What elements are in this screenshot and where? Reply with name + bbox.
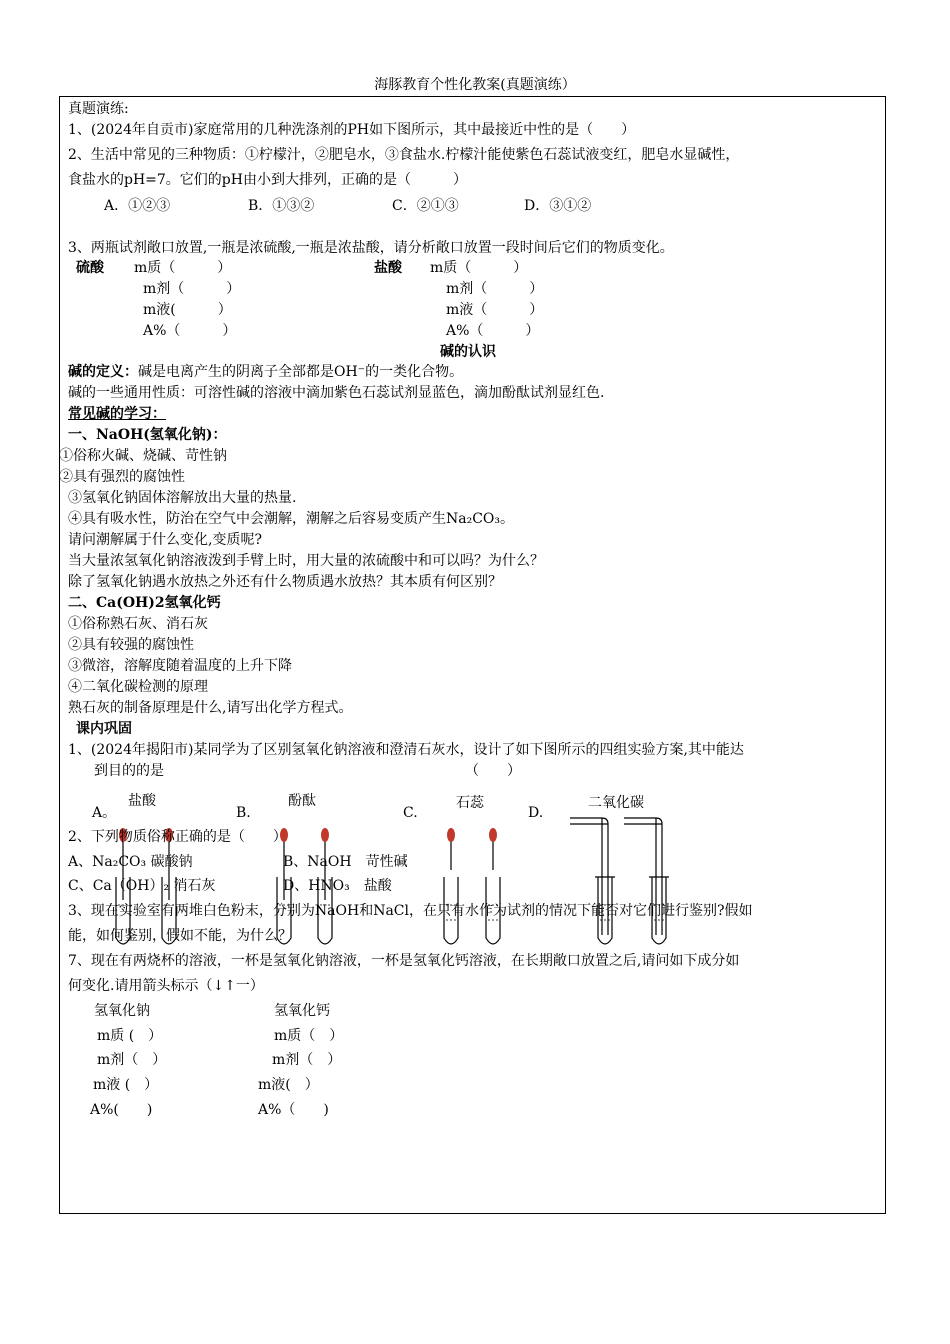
naoh-change-3: m液 ( ） [93,1077,159,1093]
naoh-item-3: ③氢氧化钠固体溶解放出大量的热量. [68,490,297,506]
option-label-b: B. [236,805,251,821]
reagent-litmus: 石蕊 [456,795,484,811]
sulfuric-item-2: m剂（ ） [143,281,241,297]
caoh-change-4: A%（ ) [258,1102,329,1118]
naoh-item-1: ①俗称火碱、烧碱、苛性钠 [59,448,227,464]
reagent-phenolphthalein: 酚酞 [288,793,316,809]
exercise-1-line2: 到目的的是 （ ） [94,763,521,779]
column-heading-caoh: 氢氧化钙 [274,1003,330,1019]
caoh-change-3: m液( ） [258,1077,319,1093]
exercise-2-option-d: D、HNO₃ 盐酸 [283,878,392,894]
sulfuric-item-3: m液( ） [143,302,232,318]
exercise-1-line1: 1、(2024年揭阳市)某同学为了区别氢氧化钠溶液和澄清石灰水，设计了如下图所示的四组实验方案,其中能达 [68,742,744,758]
option-d: D．③①② [524,198,592,214]
sulfuric-item-1: m质（ ） [134,260,232,276]
naoh-question-1: 请问潮解属于什么变化,变质呢? [68,532,262,548]
exercise-2-option-a: A、Na₂CO₃ 碳酸钠 [68,854,193,870]
section-heading-practice: 真题演练: [68,101,129,117]
option-label-d: D. [528,805,544,821]
acid-label-sulfuric: 硫酸 [76,260,104,276]
exercise-7-line2: 何变化.请用箭头标示（↓↑一） [68,978,264,994]
column-heading-naoh: 氢氧化钠 [94,1003,150,1019]
caoh-item-4: ④二氧化碳检测的原理 [68,679,208,695]
option-label-a: A。 [92,805,117,821]
option-b: B．①③② [248,198,315,214]
exercise-2: 2、下列物质俗称正确的是（ ） [68,829,287,845]
question-1: 1、(2024年自贡市)家庭常用的几种洗涤剂的PH如下图所示，其中最接近中性的是（ ） [68,122,636,138]
caoh-change-2: m剂（ ） [272,1052,342,1068]
section-heading-consolidation: 课内巩固 [76,721,132,737]
acid-label-hydrochloric: 盐酸 [374,260,402,276]
naoh-question-2: 当大量浓氢氧化钠溶液泼到手臂上时，用大量的浓硫酸中和可以吗？为什么？ [68,553,544,569]
caoh-item-3: ③微溶，溶解度随着温度的上升下降 [68,658,292,674]
exercise-7-line1: 7、现在有两烧杯的溶液，一杯是氢氧化钠溶液，一杯是氢氧化钙溶液，在长期敞口放置之后,请问如下成分如 [68,953,740,969]
caoh-question: 熟石灰的制备原理是什么,请写出化学方程式。 [68,700,353,716]
caoh-item-2: ②具有较强的腐蚀性 [68,637,194,653]
exercise-3-line1: 3、现在实验室有两堆白色粉末，分别为NaOH和NaCl，在只有水作为试剂的情况下能否对它们进行鉴别?假如 [68,903,753,919]
reagent-hydrochloric-acid: 盐酸 [128,793,156,809]
hydrochloric-item-4: A%（ ） [446,323,540,339]
naoh-item-2: ②具有强烈的腐蚀性 [59,469,185,485]
general-properties: 碱的一些通用性质：可溶性碱的溶液中滴加紫色石蕊试剂显蓝色，滴加酚酞试剂显红色. [68,385,605,401]
definition-text: 碱是电离产生的阴离子全部都是OH⁻的一类化合物。 [138,364,464,380]
hydrochloric-item-3: m液（ ） [446,302,544,318]
naoh-item-4: ④具有吸水性，防治在空气中会潮解，潮解之后容易变质产生Na₂CO₃。 [68,511,515,527]
question-2-line2: 食盐水的pH=7。它们的pH由小到大排列，正确的是（ ） [68,172,467,188]
exercise-2-option-b: B、NaOH 苛性碱 [283,854,408,870]
option-label-c: C. [403,805,418,821]
naoh-change-2: m剂（ ） [97,1052,167,1068]
common-bases-heading: 常见碱的学习： [68,406,166,422]
option-c: C．②①③ [392,198,459,214]
hydrochloric-item-2: m剂（ ） [446,281,544,297]
naoh-change-4: A%( ) [90,1102,153,1118]
question-2-line1: 2、生活中常见的三种物质：①柠檬汁，②肥皂水，③食盐水.柠檬汁能使紫色石蕊试液变红，肥皂水显碱性， [68,147,740,163]
section-heading-base: 碱的认识 [440,344,496,360]
naoh-change-1: m质 ( ） [97,1028,163,1044]
sulfuric-item-4: A%（ ） [143,323,237,339]
caoh-item-1: ①俗称熟石灰、消石灰 [68,616,208,632]
caoh-heading: 二、Ca(OH)2氢氧化钙 [68,595,221,611]
naoh-question-3: 除了氢氧化钠遇水放热之外还有什么物质遇水放热？其本质有何区别？ [68,574,502,590]
definition-label: 碱的定义： [68,364,138,380]
option-a: A．①②③ [104,198,171,214]
page-title: 海豚教育个性化教案(真题演练） [374,77,576,93]
exercise-2-option-c: C、Ca（OH）₂ 消石灰 [68,878,216,894]
exercise-3-line2: 能，如何鉴别，假如不能，为什么？ [68,928,292,944]
caoh-change-1: m质（ ） [274,1028,344,1044]
question-3: 3、两瓶试剂敞口放置,一瓶是浓硫酸,一瓶是浓盐酸，请分析敞口放置一段时间后它们的物质变化。 [68,240,674,256]
naoh-heading: 一、NaOH(氢氧化钠)： [68,427,227,443]
reagent-carbon-dioxide: 二氧化碳 [588,795,644,811]
hydrochloric-item-1: m质（ ） [430,260,528,276]
